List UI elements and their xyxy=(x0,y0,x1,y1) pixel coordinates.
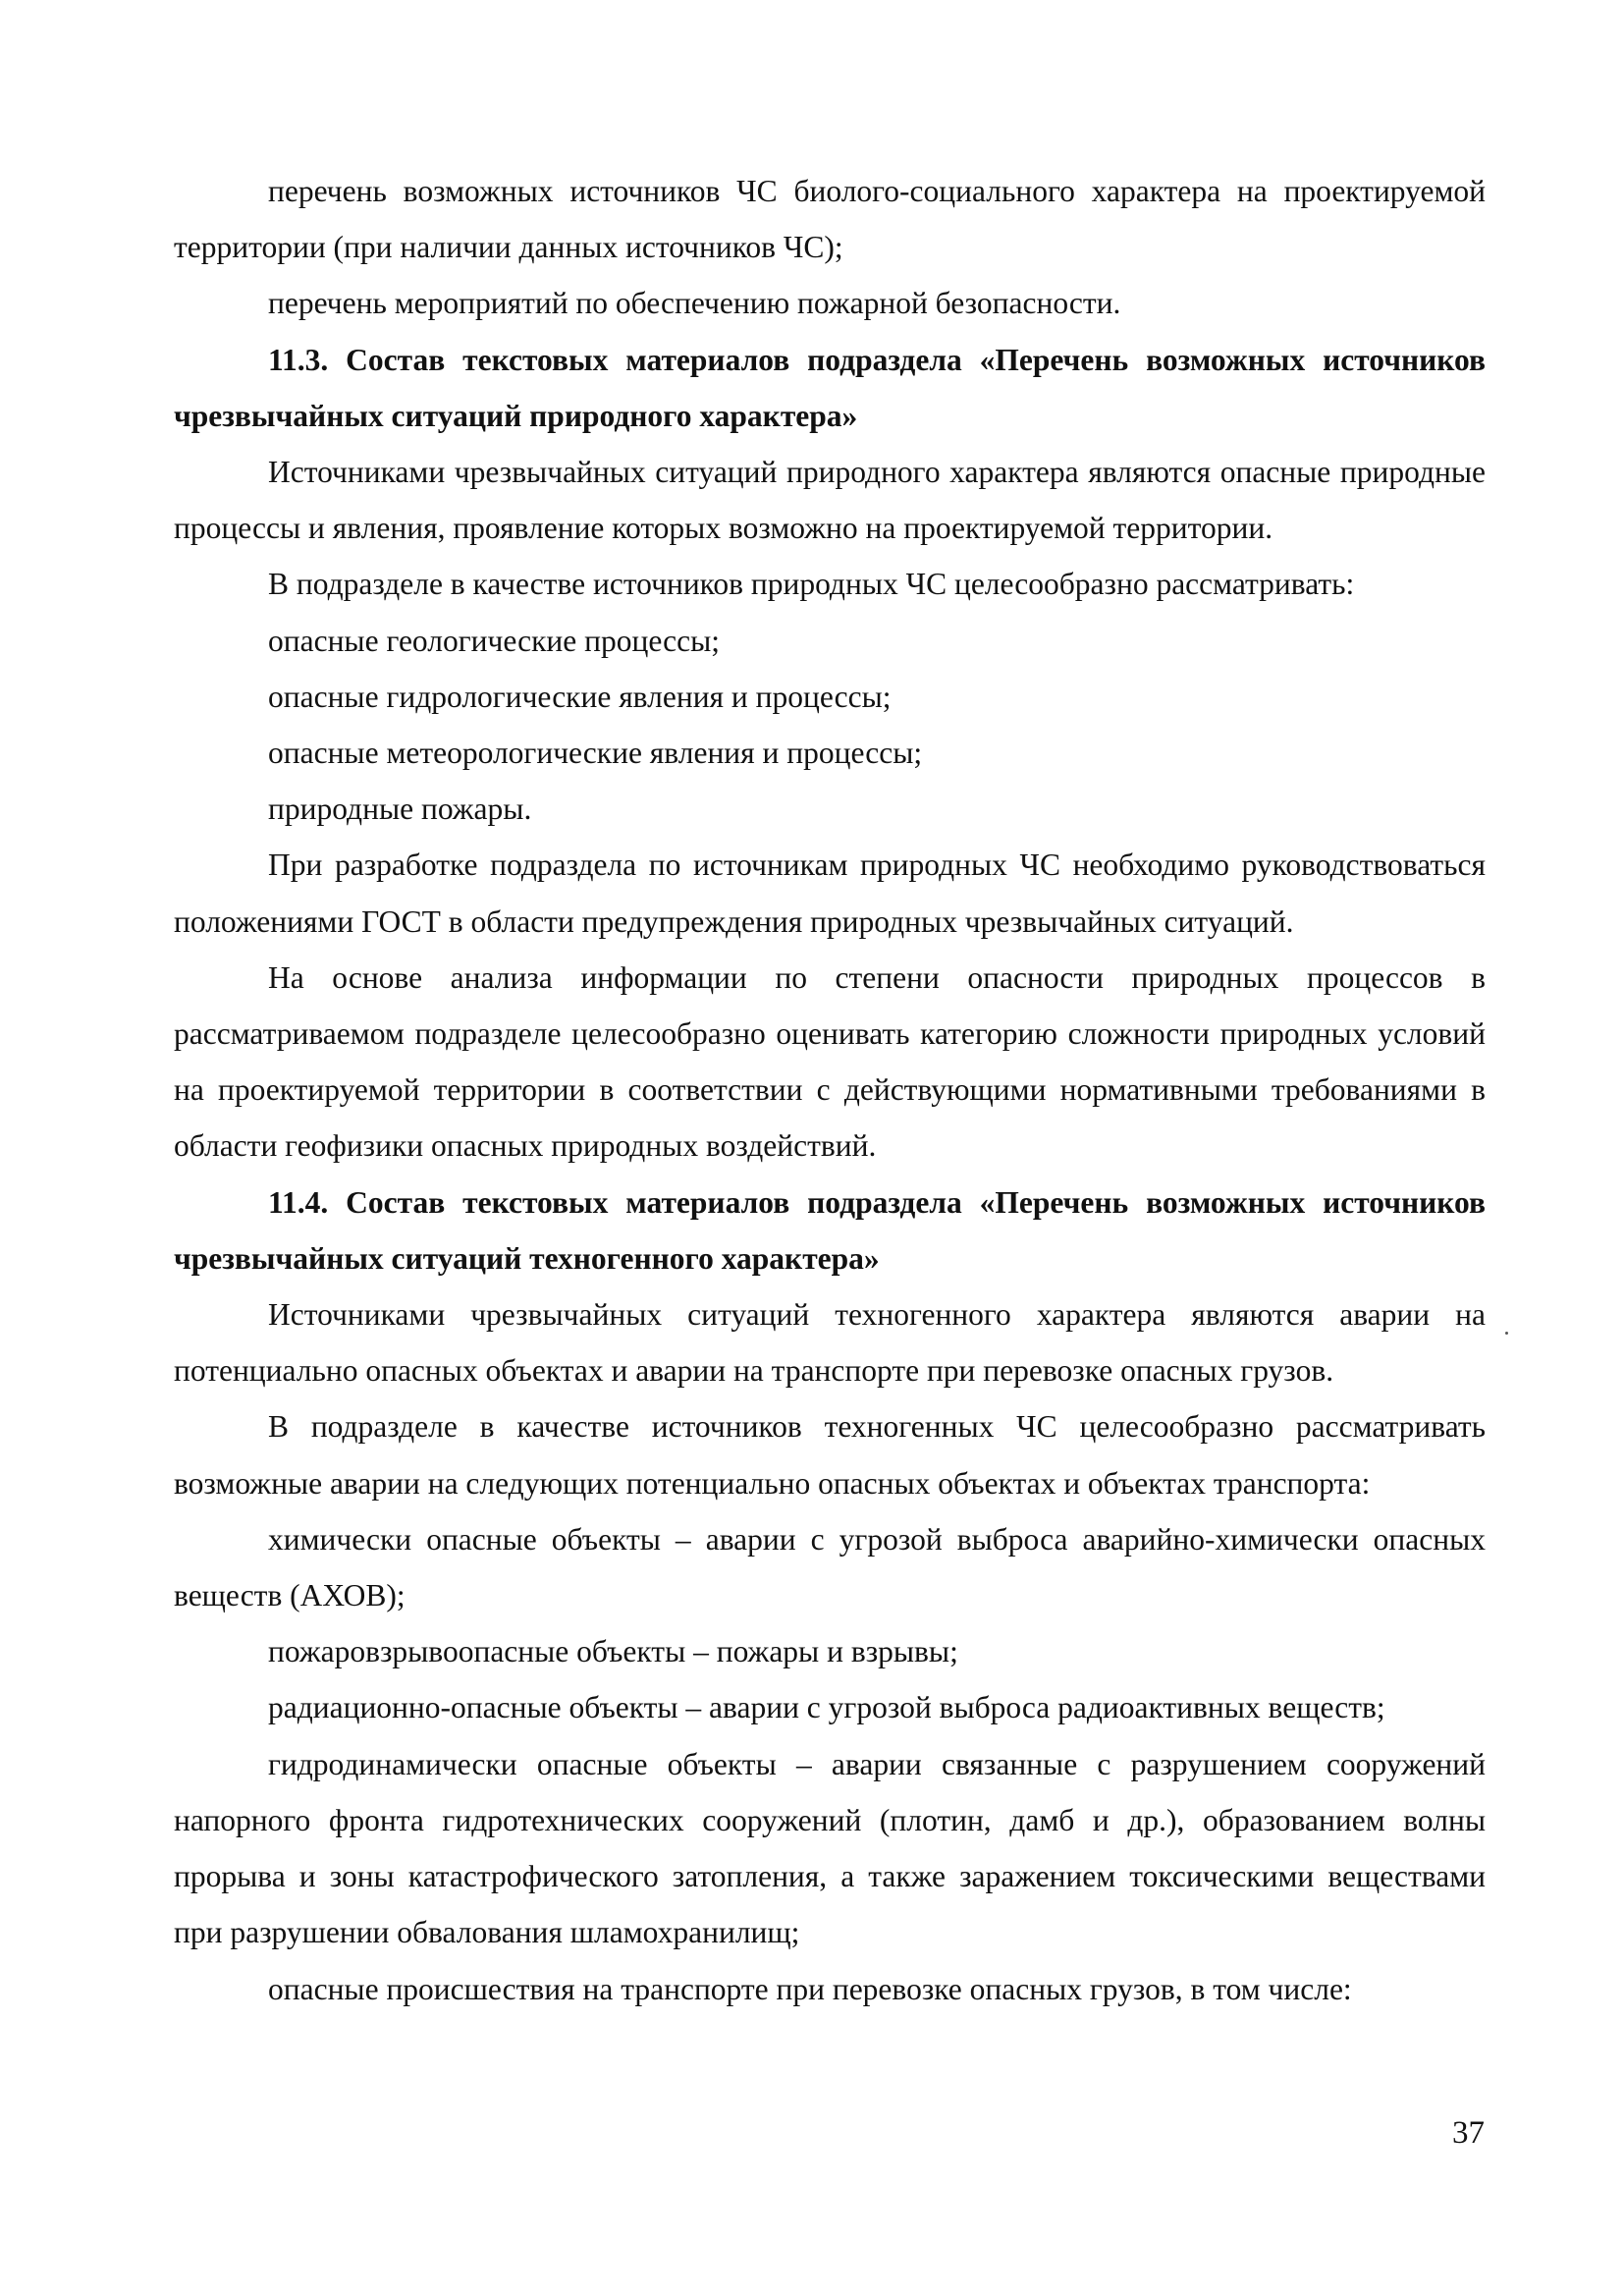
section-heading: 11.4. Состав текстовых материалов подраздела «Перечень возможных источников чрезвычайных ситуаций техногенного характера» xyxy=(174,1184,1486,1276)
page-number: 37 xyxy=(1452,2115,1485,2151)
paragraph: опасные метеорологические явления и процессы; xyxy=(268,736,923,771)
paragraph: опасные геологические процессы; xyxy=(268,623,720,658)
paragraph: На основе анализа информации по степени опасности природных процессов в рассматриваемом подразделе целесообразно оценивать категорию сложности природных условий на проектируемой территории в соответствии с действующими нормативными требованиями в области геофизики опасных природных воздействий. xyxy=(174,959,1486,1164)
paragraph: В подразделе в качестве источников техногенных ЧС целесообразно рассматривать возможные аварии на следующих потенциально опасных объектах и объектах транспорта: xyxy=(174,1409,1486,1501)
scan-speck xyxy=(1505,1332,1508,1335)
paragraph: Источниками чрезвычайных ситуаций техногенного характера являются аварии на потенциально опасных объектах и аварии на транспорте при перевозке опасных грузов. xyxy=(174,1297,1486,1389)
paragraph: Источниками чрезвычайных ситуаций природного характера являются опасные природные процессы и явления, проявление которых возможно на проектируемой территории. xyxy=(174,455,1486,546)
paragraph: В подразделе в качестве источников природных ЧС целесообразно рассматривать: xyxy=(268,567,1355,602)
paragraph: химически опасные объекты – аварии с угрозой выброса аварийно-химически опасных веществ (АХОВ); xyxy=(174,1521,1486,1613)
paragraph: радиационно-опасные объекты – аварии с угрозой выброса радиоактивных веществ; xyxy=(268,1690,1385,1725)
section-heading: 11.3. Состав текстовых материалов подраздела «Перечень возможных источников чрезвычайных ситуаций природного характера» xyxy=(174,342,1486,433)
paragraph: природные пожары. xyxy=(268,792,532,827)
paragraph: опасные гидрологические явления и процессы; xyxy=(268,679,892,714)
paragraph: пожаровзрывоопасные объекты – пожары и взрывы; xyxy=(268,1634,958,1669)
paragraph: гидродинамически опасные объекты – аварии связанные с разрушением сооружений напорного фронта гидротехнических сооружений (плотин, дамб и др.), образованием волны прорыва и зоны катастрофического затопления, а также заражением токсическими веществами при разрушении обвалования шламохранилищ; xyxy=(174,1746,1486,1950)
paragraph: перечень возможных источников ЧС биолого-социального характера на проектируемой территории (при наличии данных источников ЧС); xyxy=(174,174,1486,265)
paragraph: При разработке подраздела по источникам природных ЧС необходимо руководствоваться положениями ГОСТ в области предупреждения природных чрезвычайных ситуаций. xyxy=(174,847,1486,939)
paragraph: перечень мероприятий по обеспечению пожарной безопасности. xyxy=(268,286,1121,321)
paragraph: опасные происшествия на транспорте при перевозке опасных грузов, в том числе: xyxy=(268,1971,1352,2006)
body-text xyxy=(174,163,1486,2017)
